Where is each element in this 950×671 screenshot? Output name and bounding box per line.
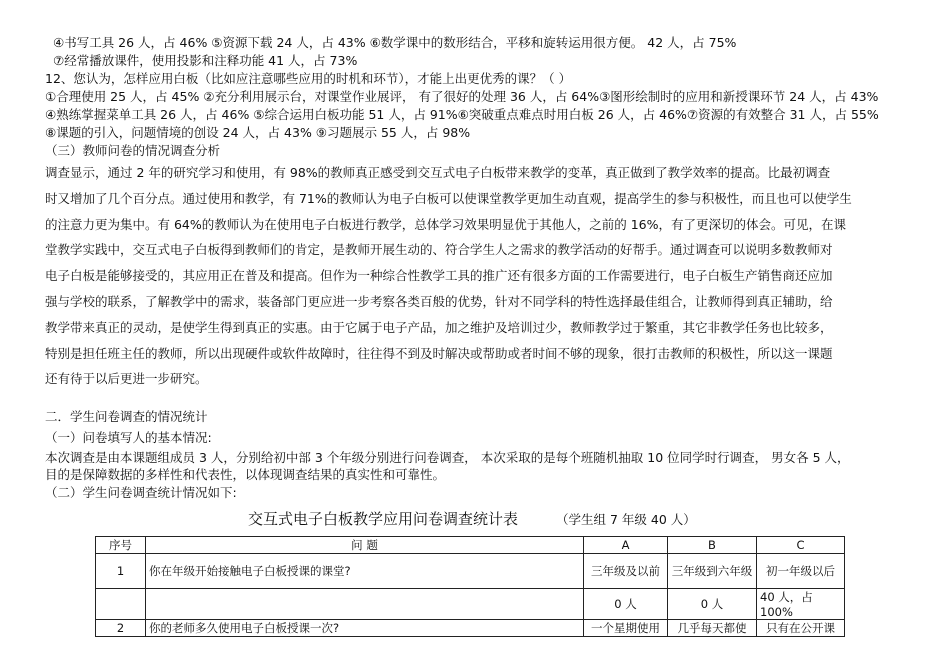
table-row [96, 620, 845, 637]
analysis-line: 强与学校的联系，了解教学中的需求，装备部门更应进一步考察各类百般的优势，针对不同学科的特性选择最佳组合，让教师得到真正辅助，给 [45, 293, 833, 309]
analysis-line: 还有待于以后更进一步研究。 [45, 371, 208, 387]
student-section-heading: 二．学生问卷调查的情况统计 [45, 409, 208, 424]
student-sub1: （一）问卷填写人的基本情况: [45, 430, 212, 445]
analysis-line: 堂教学实践中，交互式电子白板得到教师们的肯定，是教师开展生动的、符合学生人之需求的教学活动的好帮手。通过调查可以说明多数教师对 [45, 242, 833, 258]
analysis-line: 调查显示，通过 2 年的研究学习和使用，有 98%的教师真正感受到交互式电子白板带来教学的变革，真正做到了教学效率的提高。比最初调查 [45, 165, 831, 180]
table-row [96, 589, 845, 620]
table-header-row [96, 537, 845, 554]
student-sub2: （二）学生问卷调查统计情况如下: [45, 485, 237, 500]
header-a: A [584, 537, 668, 554]
row-question: 你的老师多久使用电子白板授课一次? [146, 620, 584, 637]
row-no: 2 [96, 620, 146, 637]
row-a: 三年级及以前 [584, 554, 668, 589]
header-b: B [668, 537, 757, 554]
table-row [96, 554, 845, 589]
top-line-1: ④书写工具 26 人，占 46% ⑤资源下载 24 人，占 43% ⑥数学课中的数形结合，平移和旋转运用很方便。 42 人，占 75% [53, 35, 737, 50]
row-question: 你在年级开始接触电子白板授课的课堂? [146, 554, 584, 589]
table-subtitle: （学生组 7 年级 40 人） [556, 512, 696, 527]
analysis-paragraph [45, 160, 895, 392]
row-no [96, 589, 146, 620]
row-c: 初一年级以后 [757, 554, 845, 589]
row-question [146, 589, 584, 620]
analysis-line: 时又增加了几个百分点。通过使用和教学，有 71%的教师认为电子白板可以使课堂教学更加生动直观，提高学生的参与积极性，而且也可以使学生 [45, 190, 852, 206]
row-b: 几乎每天都使 [668, 620, 757, 637]
analysis-line: 的注意力更为集中。有 64%的教师认为在使用电子白板进行教学，总体学习效果明显优于其他人，之前的 16%，有了更深切的体会。可见，在课 [45, 216, 847, 232]
header-question: 问 题 [146, 537, 584, 554]
table-title-row [0, 508, 950, 532]
analysis-line: 特别是担任班主任的教师，所以出现硬件或软件故障时，往往得不到及时解决或帮助或者时间不够的现象，很打击教师的积极性，所以这一课题 [45, 345, 833, 361]
header-no: 序号 [96, 537, 146, 554]
header-c: C [757, 537, 845, 554]
table-title: 交互式电子白板教学应用问卷调查统计表 [248, 510, 519, 528]
row-a: 一个星期使用 [584, 620, 668, 637]
survey-table [95, 536, 845, 637]
student-body-1: 本次调查是由本课题组成员 3 人，分别给初中部 3 个年级分别进行问卷调查， 本次采取的是每个班随机抽取 10 位同学时行调查， 男女各 5 人， [45, 450, 850, 465]
row-b: 0 人 [668, 589, 757, 620]
section-heading-teacher-analysis: （三）教师问卷的情况调查分析 [45, 143, 221, 158]
student-body-2: 目的是保障数据的多样性和代表性，以体现调查结果的真实性和可靠性。 [45, 467, 446, 482]
analysis-line: 教学带来真正的灵动，是使学生得到真正的实惠。由于它属于电子产品，加之维护及培训过少，教师教学过于繁重，其它非教学任务也比较多， [45, 319, 833, 335]
top-line-2: ⑦经常播放课件，使用投影和注释功能 41 人，占 73% [53, 53, 358, 68]
q12-options-1: ①合理使用 25 人，占 45% ②充分利用展示台，对课堂作业展评， 有了很好的处理 36 人，占 64%③图形绘制时的应用和新授课环节 24 人，占 43% [45, 89, 879, 104]
row-no: 1 [96, 554, 146, 589]
row-c: 40 人，占 100% [757, 589, 845, 620]
question-12: 12、您认为，怎样应用白板（比如应注意哪些应用的时机和环节），才能上出更优秀的课？（ ） [45, 71, 572, 86]
q12-options-2: ④熟练掌握菜单工具 26 人，占 46% ⑤综合运用白板功能 51 人，占 91%⑥突破重点难点时用白板 26 人，占 46%⑦资源的有效整合 31 人，占 55% [45, 107, 879, 122]
analysis-line: 电子白板是能够接受的，其应用正在普及和提高。但作为一种综合性教学工具的推广还有很多方面的工作需要进行，电子白板生产销售商还应加 [45, 268, 833, 284]
row-a: 0 人 [584, 589, 668, 620]
q12-options-3: ⑧课题的引入，问题情境的创设 24 人，占 43% ⑨习题展示 55 人，占 98% [45, 125, 471, 140]
row-c: 只有在公开课 [757, 620, 845, 637]
row-b: 三年级到六年级 [668, 554, 757, 589]
